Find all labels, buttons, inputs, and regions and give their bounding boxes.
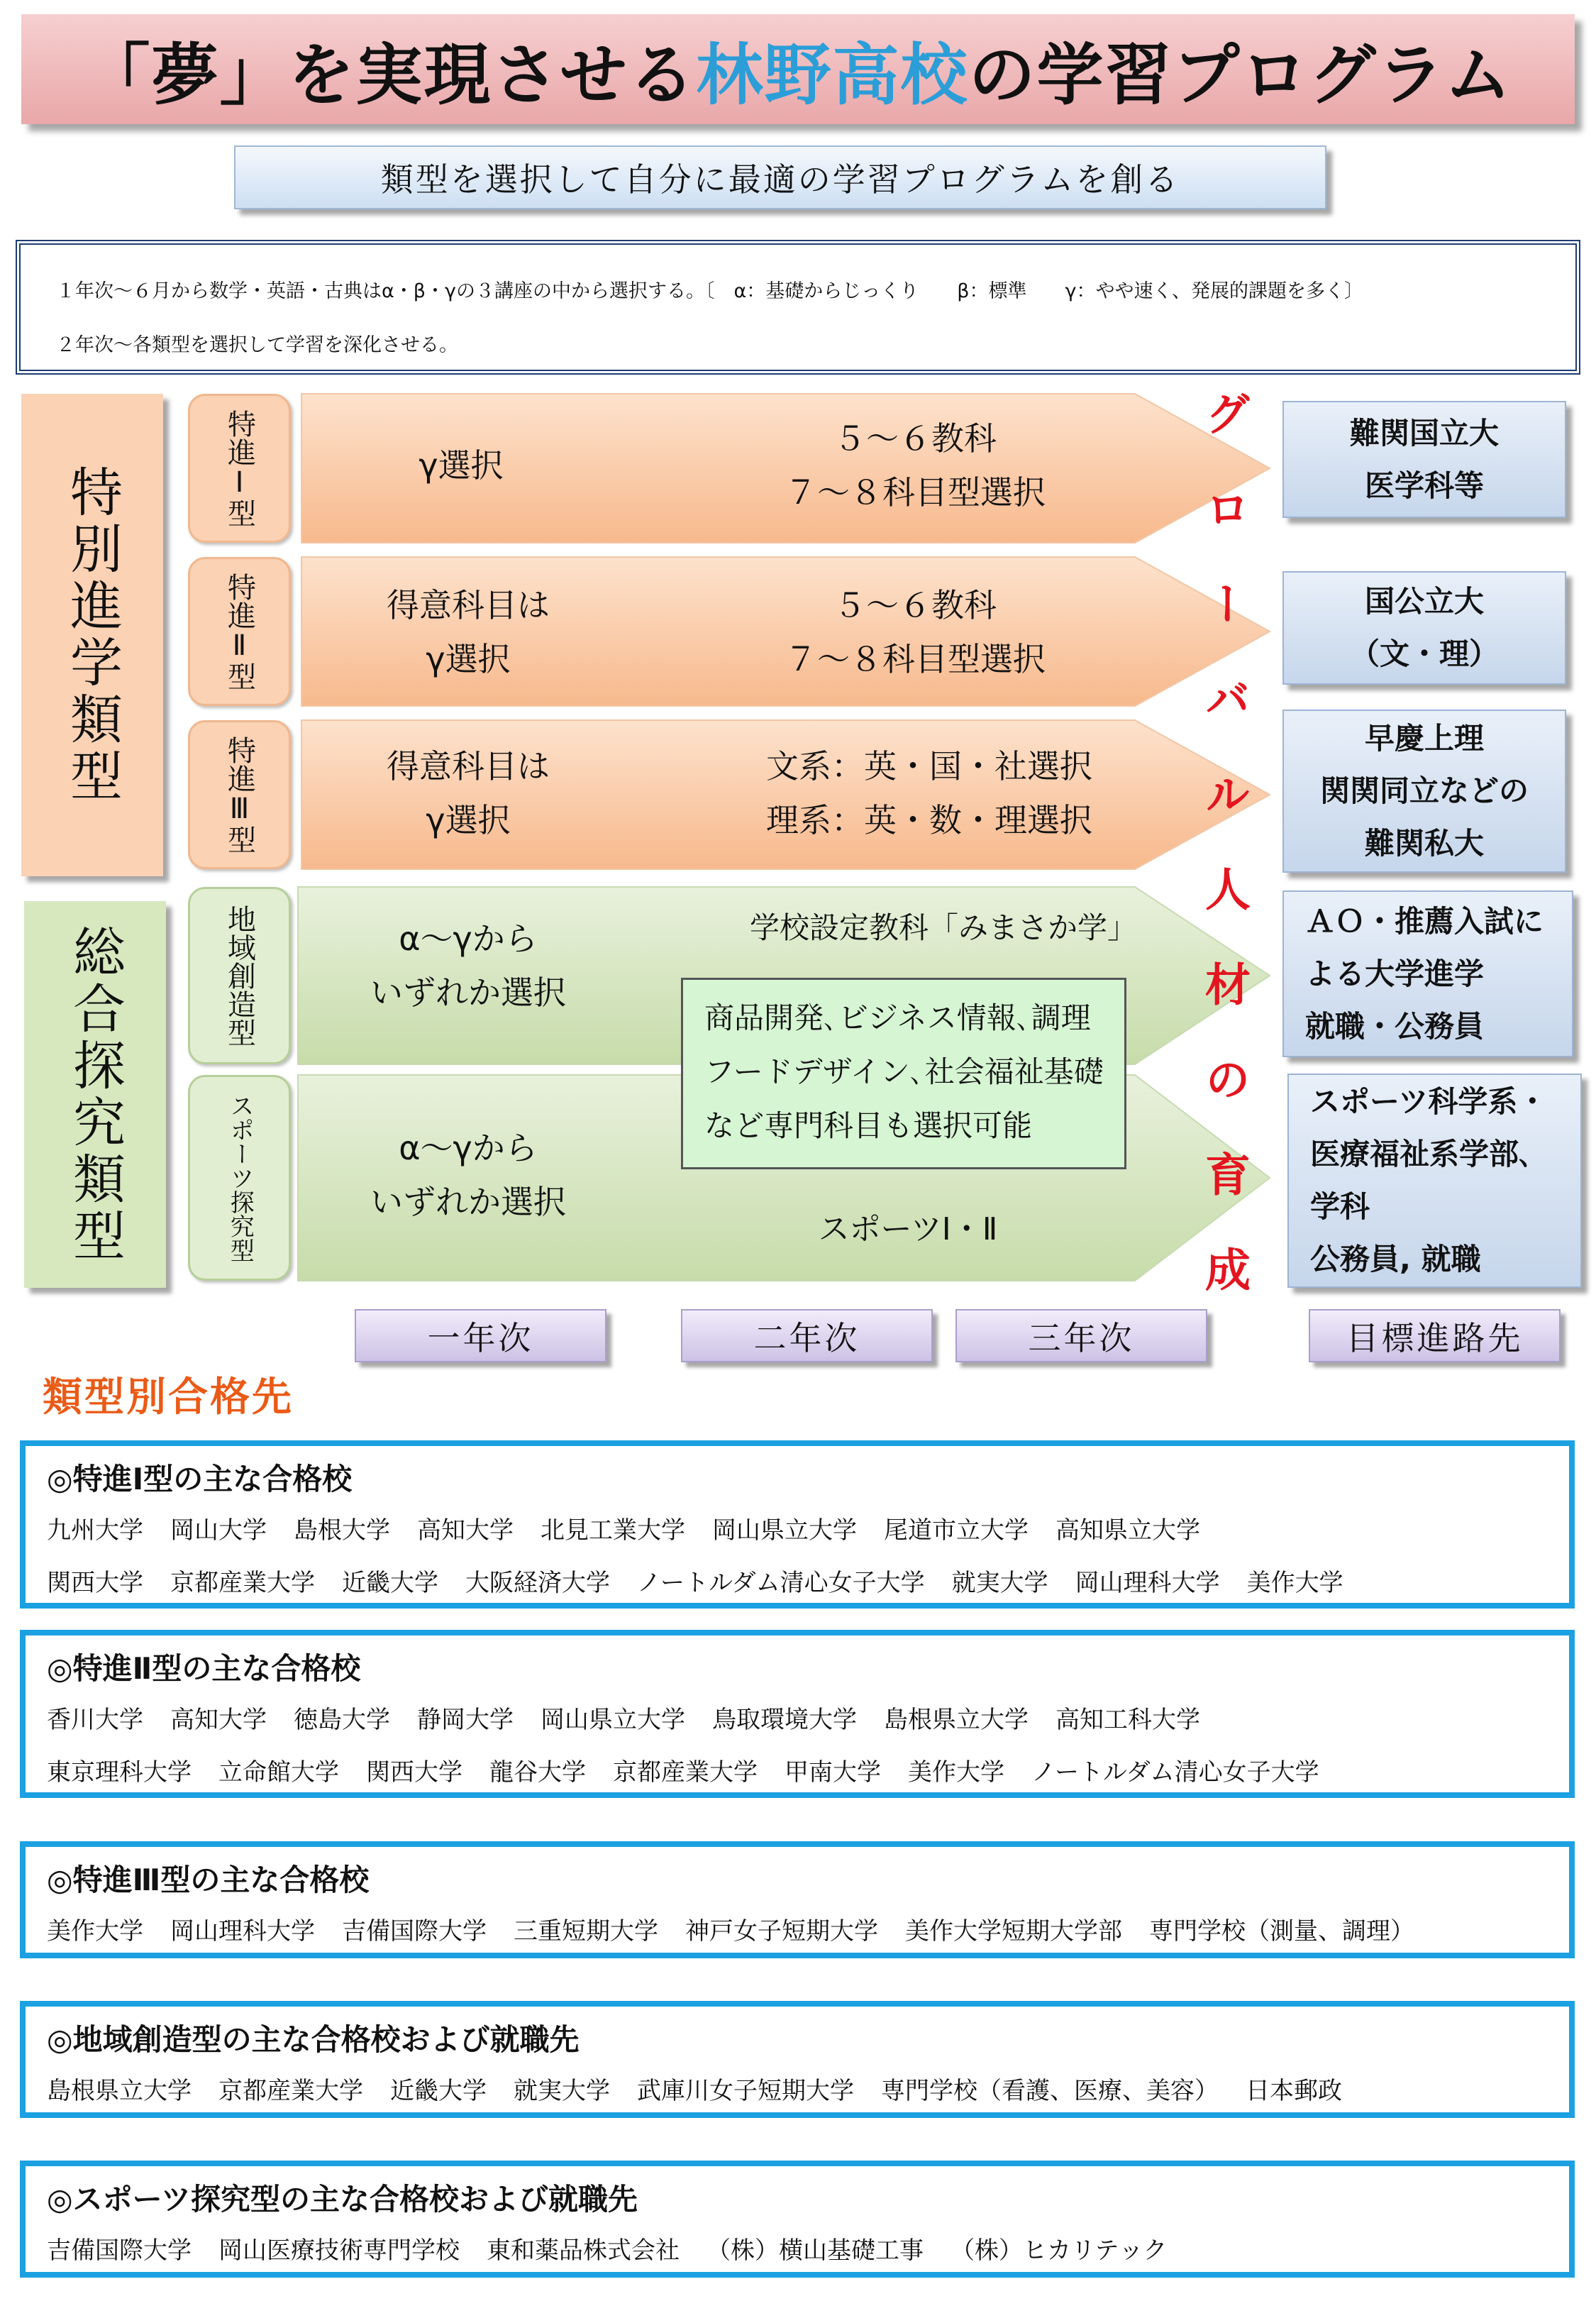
destination-3 <box>1282 710 1566 873</box>
row-5-first-year <box>333 1121 603 1229</box>
slogan-char: ル <box>1197 771 1250 816</box>
school-name: 日本郵政 <box>1246 2077 1342 2105</box>
school-name: 美作大学 <box>47 1917 143 1946</box>
cell-text: γ選択 <box>419 446 504 485</box>
type-label: 地域創造型 <box>223 905 256 1047</box>
dest-line: スポーツ科学系・ <box>1310 1084 1548 1119</box>
school-name: 岡山県立大学 <box>541 1706 685 1734</box>
results-heading: 類型別合格先 <box>43 1374 294 1420</box>
results-tokushin-3 <box>20 1841 1575 1958</box>
cell-text: 文系：英・国・社選択 <box>766 747 1092 785</box>
row-4-first-year <box>333 912 603 1020</box>
dest-line: （文・理） <box>1349 636 1499 671</box>
school-name: 高知工科大学 <box>1055 1706 1200 1734</box>
school-name: 専門学校（測量、調理） <box>1149 1917 1414 1946</box>
type-sports <box>188 1075 291 1281</box>
type-tokushin-1 <box>188 394 291 543</box>
dest-line: 早慶上理 <box>1364 721 1484 756</box>
subtitle: 類型を選択して自分に最適の学習プログラムを創る <box>234 145 1326 209</box>
type-chiiki <box>188 887 291 1064</box>
row-2-second-year <box>709 578 1121 686</box>
dest-line: 学科 <box>1310 1189 1370 1224</box>
school-name: 近畿大学 <box>342 1569 438 1597</box>
result-title: ◎特進Ⅱ型の主な合格校 <box>47 1651 361 1686</box>
school-name: 岡山医療技術専門学校 <box>218 2236 460 2265</box>
type-label: 特進Ⅰ型 <box>223 409 256 527</box>
results-tokushin-2 <box>20 1630 1575 1798</box>
school-name: 九州大学 <box>47 1516 143 1545</box>
info-line-1: １年次～６月から数学・英語・古典はα・β・γの３講座の中から選択する。〔 α：基礎からじっくり β：標準 γ：やや速く、発展的課題を多く〕 <box>56 280 1363 302</box>
school-name: 関西大学 <box>366 1758 462 1787</box>
type-tokushin-2 <box>188 557 291 706</box>
school-name: 北見工業大学 <box>541 1516 685 1545</box>
cell-text: α～γから <box>399 1129 538 1167</box>
result-line <box>47 1504 1548 1557</box>
cell-text: いずれか選択 <box>370 973 566 1012</box>
result-line <box>47 1694 1548 1746</box>
note-line: など専門科目も選択可能 <box>704 1108 1033 1143</box>
school-name: 大阪経済大学 <box>465 1569 610 1597</box>
results-sports <box>20 2161 1575 2278</box>
school-name: 香川大学 <box>47 1706 143 1734</box>
school-name: 近畿大学 <box>390 2077 487 2105</box>
destination-4 <box>1282 890 1573 1057</box>
school-name: 東和薬品株式会社 <box>487 2236 680 2265</box>
results-tokushin-1 <box>20 1440 1575 1609</box>
info-line-2: ２年次～各類型を選択して学習を深化させる。 <box>56 334 458 356</box>
school-name: 岡山県立大学 <box>712 1516 857 1545</box>
dest-line: 医療福祉系学部､ <box>1310 1137 1534 1171</box>
school-name: 専門学校（看護、医療、美容） <box>881 2077 1219 2105</box>
row-1-second-year <box>709 412 1121 519</box>
dest-line: 国公立大 <box>1364 584 1484 619</box>
school-name: 島根大学 <box>294 1516 390 1545</box>
slogan-char: グ <box>1197 390 1250 436</box>
cell-text: ７～８科目型選択 <box>785 473 1046 512</box>
cell-text: スポーツⅠ・Ⅱ <box>818 1211 998 1247</box>
slogan-char: ロ <box>1197 485 1250 531</box>
dest-line: よる大学進学 <box>1305 956 1485 991</box>
year-label-first: 一年次 <box>355 1309 606 1362</box>
type-label: 特進Ⅱ型 <box>223 573 256 690</box>
row-3-second-year <box>709 739 1149 847</box>
results-chiiki <box>20 2001 1575 2118</box>
result-title: ◎特進Ⅰ型の主な合格校 <box>47 1462 353 1496</box>
school-name: ノートルダム清心女子大学 <box>1031 1758 1319 1787</box>
row-4-second-year <box>724 901 1163 955</box>
school-name: 徳島大学 <box>294 1706 390 1734</box>
row-5-second-year <box>752 1203 1064 1257</box>
school-name: 三重短期大学 <box>514 1917 658 1946</box>
slogan-char: 材 <box>1197 961 1250 1006</box>
year-label-second: 二年次 <box>681 1309 933 1362</box>
school-name: 美作大学 <box>1246 1569 1343 1597</box>
school-name: 関西大学 <box>47 1569 143 1597</box>
school-name: 龍谷大学 <box>489 1758 586 1787</box>
dest-line: 関関同立などの <box>1319 773 1529 808</box>
cell-text: いずれか選択 <box>370 1183 566 1221</box>
destination-5 <box>1287 1074 1582 1288</box>
school-name: 静岡大学 <box>417 1706 514 1734</box>
school-name: 神戸女子短期大学 <box>685 1917 878 1946</box>
destination-2 <box>1282 571 1566 685</box>
slogan-char: ー <box>1197 580 1250 626</box>
title-school: 林野高校 <box>696 37 969 114</box>
result-line <box>47 2065 1548 2117</box>
school-name: （株）横山基礎工事 <box>706 2236 924 2265</box>
school-name: 京都産業大学 <box>613 1758 758 1787</box>
school-name: ノートルダム清心女子大学 <box>637 1569 925 1597</box>
school-name: 岡山理科大学 <box>170 1917 315 1946</box>
category-sogo <box>24 901 166 1288</box>
school-name: （株）ヒカリテック <box>951 2236 1168 2265</box>
cell-text: ７～８科目型選択 <box>785 640 1046 678</box>
row-3-first-year <box>333 739 603 847</box>
type-tokushin-3 <box>188 720 291 869</box>
year-label-target: 目標進路先 <box>1309 1309 1561 1362</box>
row-1-first-year <box>326 438 596 492</box>
type-label: 特進Ⅲ型 <box>223 736 256 854</box>
row-2-first-year <box>333 578 603 686</box>
title-prefix: 「夢」を実現させる <box>83 37 697 114</box>
title-suffix: の学習プログラム <box>968 37 1513 114</box>
dest-line: ＡＯ・推薦入試に <box>1305 903 1544 939</box>
school-name: 京都産業大学 <box>218 2077 363 2105</box>
school-name: 岡山理科大学 <box>1075 1569 1220 1597</box>
school-name: 武庫川女子短期大学 <box>637 2077 854 2105</box>
school-name: 高知大学 <box>170 1706 267 1734</box>
slogan-char: バ <box>1197 675 1250 721</box>
school-name: 吉備国際大学 <box>342 1917 487 1946</box>
school-name: 高知県立大学 <box>1055 1516 1200 1545</box>
dest-line: 医学科等 <box>1364 468 1484 503</box>
school-name: 京都産業大学 <box>170 1569 315 1597</box>
type-label: スポーツ探究型 <box>226 1093 255 1262</box>
category-sogo-label: 総合探究類型 <box>65 924 126 1265</box>
cell-text: γ選択 <box>426 801 511 839</box>
cell-text: ５～６教科 <box>833 419 997 458</box>
slogan-char: 成 <box>1197 1246 1250 1291</box>
school-name: 島根県立大学 <box>47 2077 192 2105</box>
result-title: ◎地域創造型の主な合格校および就職先 <box>47 2022 580 2057</box>
cell-text: 学校設定教科「みまさか学」 <box>749 910 1137 945</box>
result-title: ◎特進Ⅲ型の主な合格校 <box>47 1863 370 1897</box>
dest-line: 難関私大 <box>1364 826 1484 861</box>
school-name: 岡山大学 <box>170 1516 267 1545</box>
slogan-char: の <box>1197 1056 1250 1101</box>
result-title: ◎スポーツ探究型の主な合格校および就職先 <box>47 2182 638 2217</box>
cell-text: ５～６教科 <box>833 586 997 624</box>
dest-line: 難関国立大 <box>1349 415 1499 451</box>
category-tokubetsu-label: 特別進学類型 <box>62 465 123 805</box>
dest-line: 就職・公務員 <box>1305 1008 1485 1044</box>
result-line <box>47 2224 1548 2277</box>
school-name: 鳥取環境大学 <box>712 1706 857 1734</box>
slogan-char: 人 <box>1197 866 1250 911</box>
cell-text: α～γから <box>399 920 538 958</box>
destination-1 <box>1282 401 1566 518</box>
school-name: 美作大学短期大学部 <box>905 1917 1122 1946</box>
dest-line: 公務員, 就職 <box>1310 1242 1481 1276</box>
note-line: 商品開発､ビジネス情報､調理 <box>704 1000 1091 1035</box>
school-name: 立命館大学 <box>218 1758 339 1787</box>
slogan-char: 育 <box>1197 1151 1250 1196</box>
global-talent-slogan <box>1192 390 1256 1291</box>
school-name: 就実大学 <box>514 2077 610 2105</box>
school-name: 高知大学 <box>417 1516 514 1545</box>
school-name: 尾道市立大学 <box>884 1516 1029 1545</box>
result-line <box>47 1746 1548 1799</box>
specialized-subjects-note <box>681 978 1126 1169</box>
school-name: 東京理科大学 <box>47 1758 192 1787</box>
cell-text: γ選択 <box>426 640 511 678</box>
cell-text: 得意科目は <box>387 586 550 624</box>
note-line: フードデザイン､社会福祉基礎 <box>704 1054 1104 1089</box>
result-line <box>47 1905 1548 1958</box>
school-name: 島根県立大学 <box>884 1706 1029 1734</box>
result-line <box>47 1557 1548 1609</box>
school-name: 吉備国際大学 <box>47 2236 192 2265</box>
cell-text: 得意科目は <box>387 747 550 785</box>
category-tokubetsu <box>21 394 163 876</box>
school-name: 甲南大学 <box>785 1758 881 1787</box>
school-name: 美作大学 <box>908 1758 1004 1787</box>
year-label-third: 三年次 <box>955 1309 1207 1362</box>
school-name: 就実大学 <box>951 1569 1048 1597</box>
cell-text: 理系：英・数・理選択 <box>766 801 1092 839</box>
